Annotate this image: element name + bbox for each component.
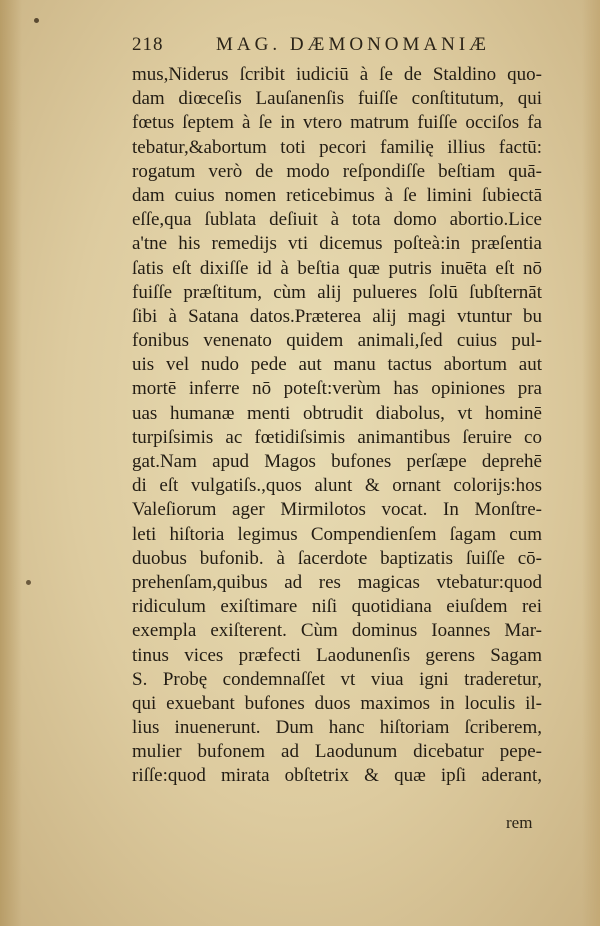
text-line: dam cuius nomen reticebimus à ſe limini ſubiectā (132, 184, 542, 206)
text-line: ridiculum exiſtimare niſi quotidiana eiuſdem rei (132, 596, 542, 618)
text-line: ſibi à Satana datos.Præterea alij magi vtuntur bu (132, 305, 542, 327)
catchword: rem (506, 813, 533, 832)
ink-speck (26, 580, 31, 585)
text-line: a'tne his remedijs vti dicemus poſteà:in præſentia (132, 233, 542, 255)
text-line: exempla exiſterent. Cùm dominus Ioannes Mar- (132, 620, 542, 642)
text-line: fuiſſe præſtitum, cùm alij pulueres ſolū ſubſternāt (132, 281, 542, 303)
text-line: gat.Nam apud Magos bufones perſæpe deprehē (132, 451, 542, 472)
text-line: tebatur,&abortum toti pecori familię illius factū: (132, 136, 542, 158)
text-line: qui exuebant bufones duos maximos in loculis il- (132, 692, 542, 714)
text-line: di eſt vulgatiſs.,quos alunt & ornant colorijs:hos (132, 475, 542, 497)
text-line: mus,Niderus ſcribit iudiciū à ſe de Staldino quo- (132, 64, 542, 85)
text-line: leti hiſtoria legimus Compendienſem ſagam cum (132, 523, 542, 545)
text-line: Valeſiorum ager Mirmilotos vocat. In Monſtre- (132, 499, 542, 521)
text-line: riſſe:quod mirata obſtetrix & quæ ipſi aderant, (132, 765, 542, 787)
text-line: turpiſsimis ac fœtidiſsimis animantibus ſeruire co (132, 426, 542, 448)
body-text (132, 63, 542, 789)
text-line: mortē inferre nō poteſt:verùm has opiniones pra (132, 378, 542, 400)
ink-speck (34, 18, 39, 23)
page-number: 218 (132, 34, 164, 55)
text-line: uas humanæ menti obtrudit diabolus, vt hominē (132, 402, 542, 424)
text-line: fonibus venenato quidem animali,ſed cuius pul- (132, 330, 542, 352)
text-line: mulier bufonem ad Laodunum dicebatur pepe- (132, 741, 542, 763)
page-header (132, 34, 552, 60)
text-line: S. Probę condemnaſſet vt viua igni traderetur, (132, 668, 542, 690)
text-line: ſatis eſt dixiſſe id à beſtia quæ putris inuēta eſt nō (132, 257, 542, 279)
text-line: rogatum verò de modo reſpondiſſe beſtiam quā- (132, 160, 542, 182)
text-line: prehenſam,quibus ad res magicas vtebatur:quod (132, 571, 542, 593)
text-line: uis vel nudo pede aut manu tactus abortum aut (132, 354, 542, 376)
text-line: eſſe,qua ſublata deſiuit à tota domo abortio.Lice (132, 209, 542, 231)
text-line: dam diœceſis Lauſanenſis fuiſſe conſtitutum, qui (132, 88, 542, 110)
text-line: lius inuenerunt. Dum hanc hiſtoriam ſcriberem, (132, 717, 542, 739)
text-line: tinus vices præfecti Laodunenſis gerens Sagam (132, 644, 542, 666)
text-line: fœtus ſeptem à ſe in vtero matrum fuiſſe occiſos fa (132, 112, 542, 134)
text-line: duobus bufonib. à ſacerdote baptizatis ſuiſſe cō- (132, 547, 542, 569)
running-head: MAG. DÆMONOMANIÆ (216, 34, 491, 55)
